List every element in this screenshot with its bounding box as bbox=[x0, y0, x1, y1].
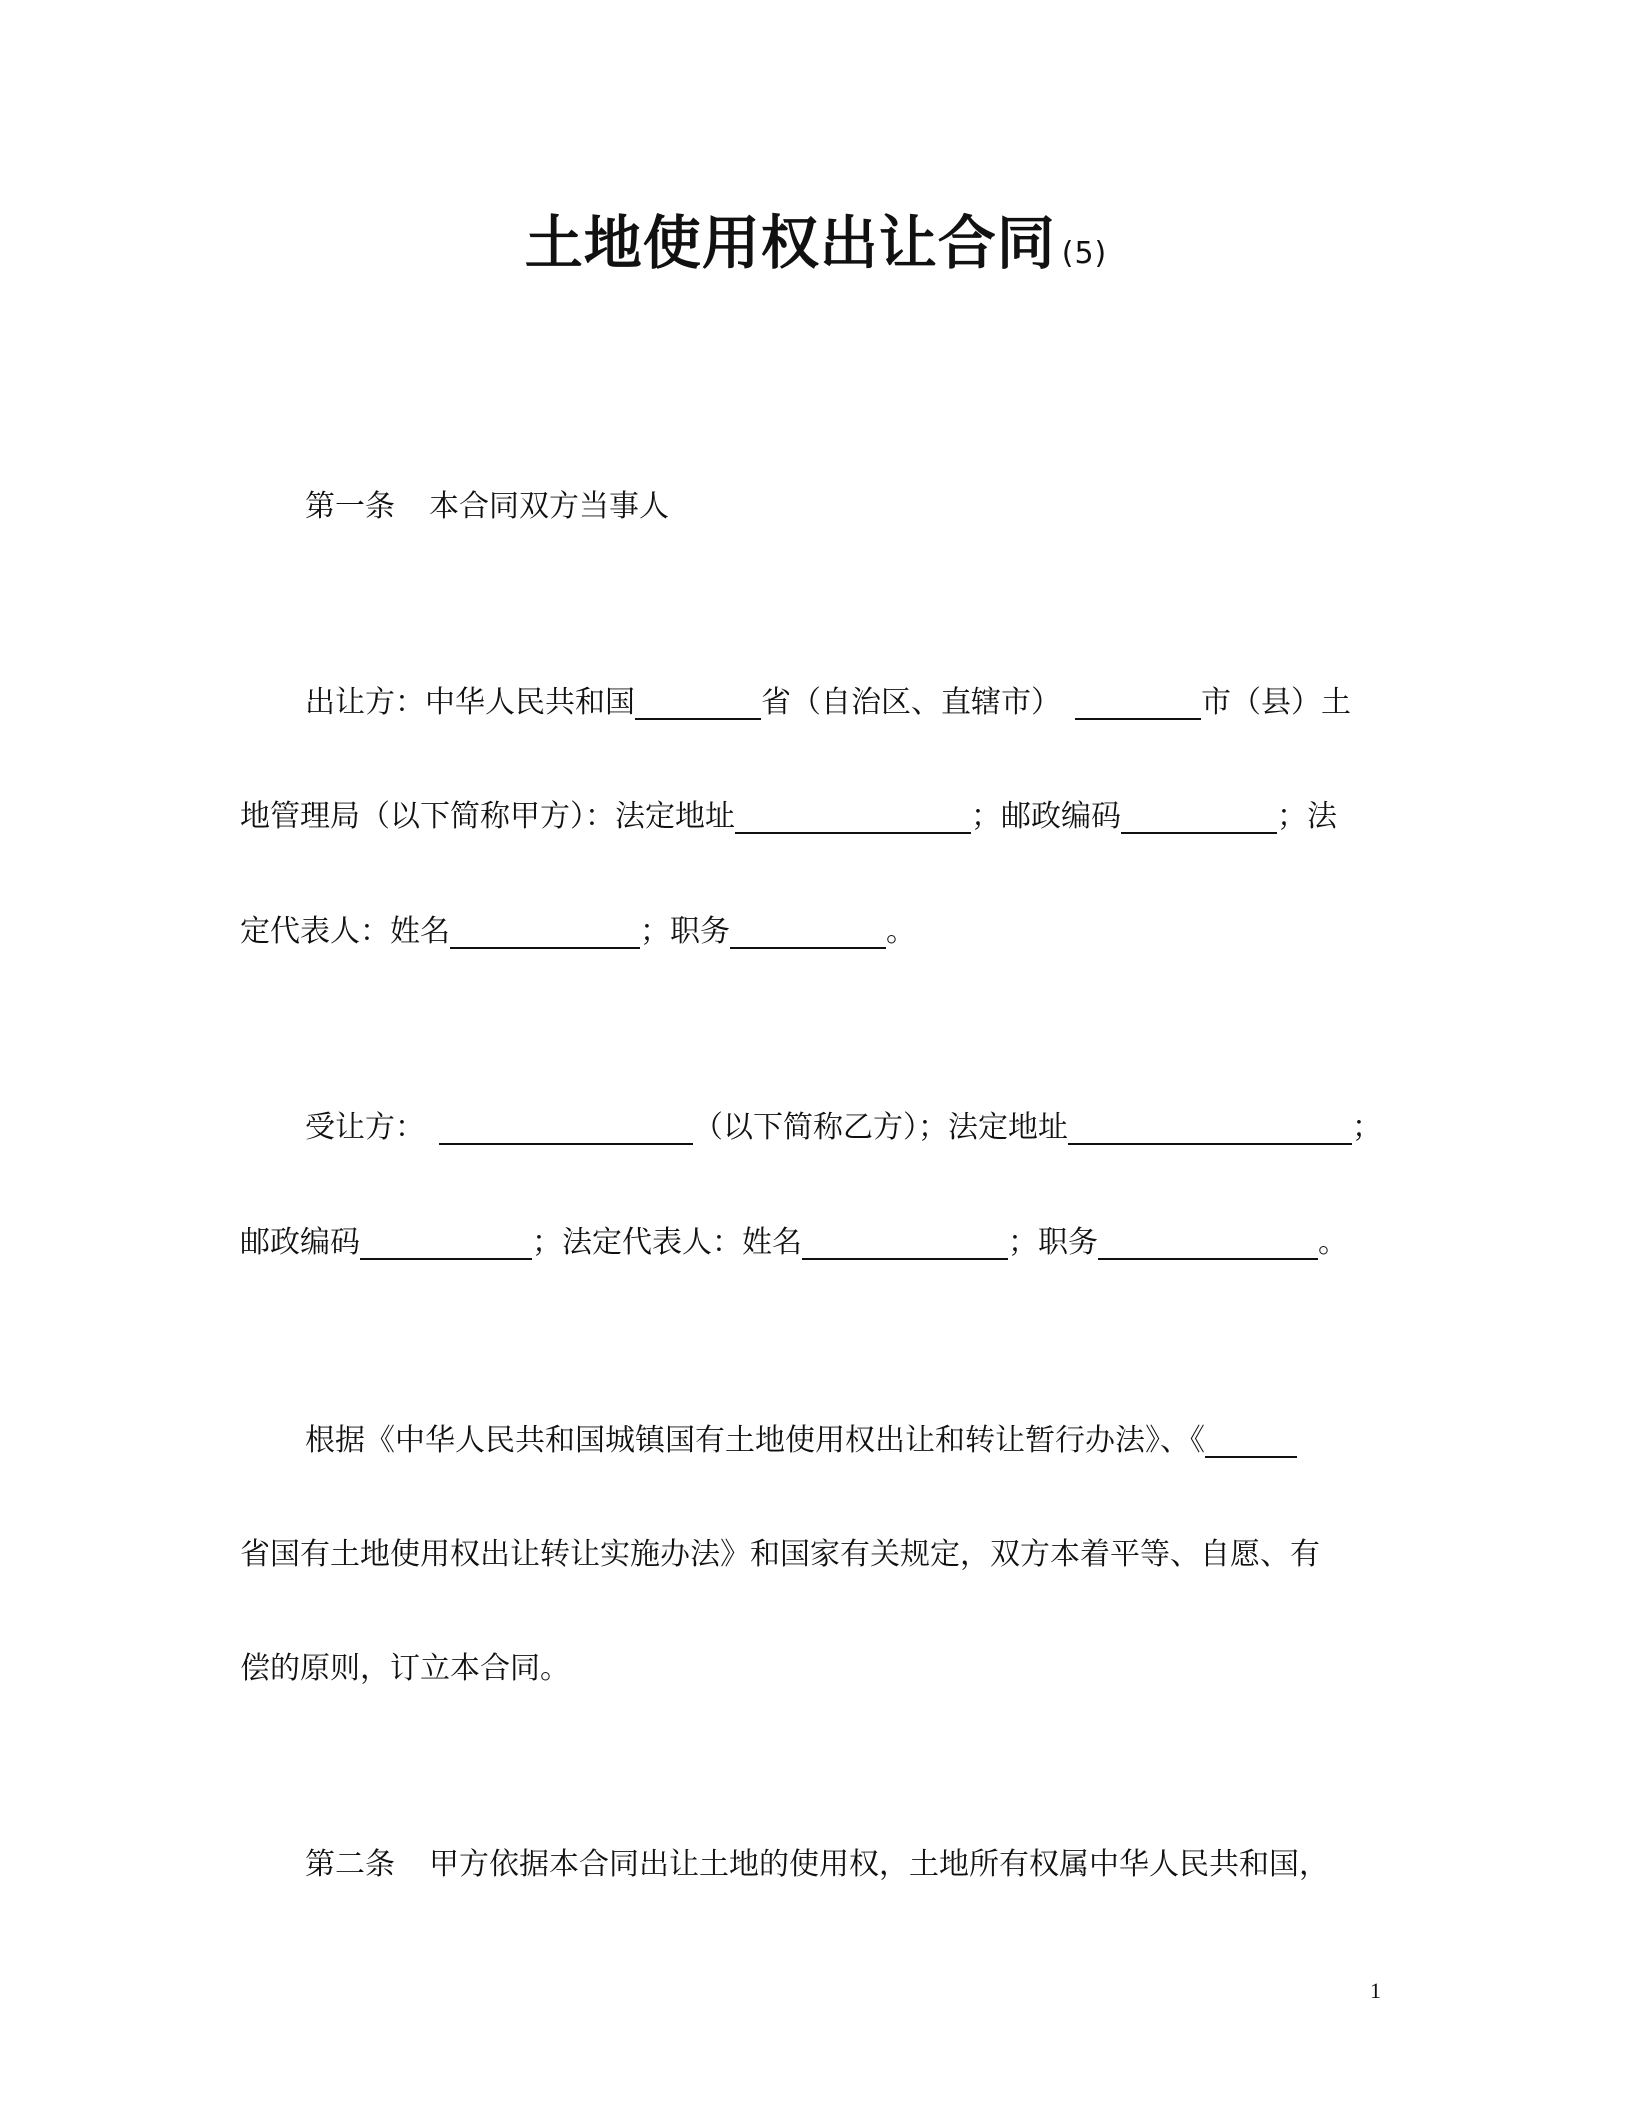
grantor-text: 定代表人：姓名 bbox=[240, 914, 450, 949]
grantor-postcode-blank bbox=[1121, 798, 1277, 834]
article1-title: 本合同双方当事人 bbox=[429, 489, 669, 524]
grantor-text: 市（县）土 bbox=[1201, 685, 1351, 720]
grantor-line-1 bbox=[305, 683, 1351, 727]
grantee-address-blank bbox=[1068, 1109, 1352, 1145]
grantee-line-2 bbox=[240, 1223, 1348, 1267]
grantee-text: ； bbox=[1352, 1110, 1382, 1145]
grantee-rep-title-blank bbox=[1098, 1224, 1318, 1260]
grantee-text: 邮政编码 bbox=[240, 1225, 360, 1260]
grantor-rep-title-blank bbox=[730, 913, 886, 949]
grantee-rep-name-blank bbox=[802, 1224, 1008, 1260]
grantee-text: ；法定代表人：姓名 bbox=[532, 1225, 802, 1260]
province-law-blank bbox=[1205, 1422, 1297, 1458]
grantee-line-1 bbox=[305, 1108, 1382, 1152]
title-suffix: (5) bbox=[1061, 236, 1108, 271]
grantor-address-blank bbox=[735, 798, 971, 834]
grantee-text: ；职务 bbox=[1008, 1225, 1098, 1260]
grantor-line-2 bbox=[240, 797, 1337, 841]
grantor-text: ；邮政编码 bbox=[971, 799, 1121, 834]
title-text: 土地使用权出让合同 bbox=[524, 209, 1056, 277]
grantor-line-3 bbox=[240, 912, 916, 956]
basis-line-1 bbox=[305, 1421, 1297, 1465]
grantor-text: 省（自治区、直辖市） bbox=[761, 685, 1061, 720]
grantee-text: 。 bbox=[1318, 1225, 1348, 1260]
grantor-rep-name-blank bbox=[450, 913, 640, 949]
document-title bbox=[0, 196, 1632, 280]
grantor-text: 出让方：中华人民共和国 bbox=[305, 685, 635, 720]
article2-text: 甲方依据本合同出让土地的使用权，土地所有权属中华人民共和国， bbox=[429, 1847, 1329, 1882]
grantee-name-blank bbox=[439, 1109, 693, 1145]
article2-number: 第二条 bbox=[305, 1847, 395, 1882]
basis-line-3: 偿的原则，订立本合同。 bbox=[240, 1651, 570, 1686]
grantee-text: （以下简称乙方）；法定地址 bbox=[693, 1110, 1068, 1145]
page-number: 1 bbox=[1370, 1978, 1381, 2003]
article1-heading bbox=[305, 487, 669, 531]
city-blank bbox=[1075, 684, 1201, 720]
grantor-text: 。 bbox=[886, 914, 916, 949]
grantee-text: 受让方： bbox=[305, 1110, 425, 1145]
grantee-postcode-blank bbox=[360, 1224, 532, 1260]
province-blank bbox=[635, 684, 761, 720]
basis-line-2: 省国有土地使用权出让转让实施办法》和国家有关规定，双方本着平等、自愿、有 bbox=[240, 1537, 1320, 1572]
grantor-text: 地管理局（以下简称甲方）：法定地址 bbox=[240, 799, 735, 834]
grantor-text: ；职务 bbox=[640, 914, 730, 949]
basis-text: 根据《中华人民共和国城镇国有土地使用权出让和转让暂行办法》、《 bbox=[305, 1423, 1205, 1458]
article2-line-1 bbox=[305, 1845, 1329, 1889]
grantor-text: ；法 bbox=[1277, 799, 1337, 834]
article1-number: 第一条 bbox=[305, 489, 395, 524]
